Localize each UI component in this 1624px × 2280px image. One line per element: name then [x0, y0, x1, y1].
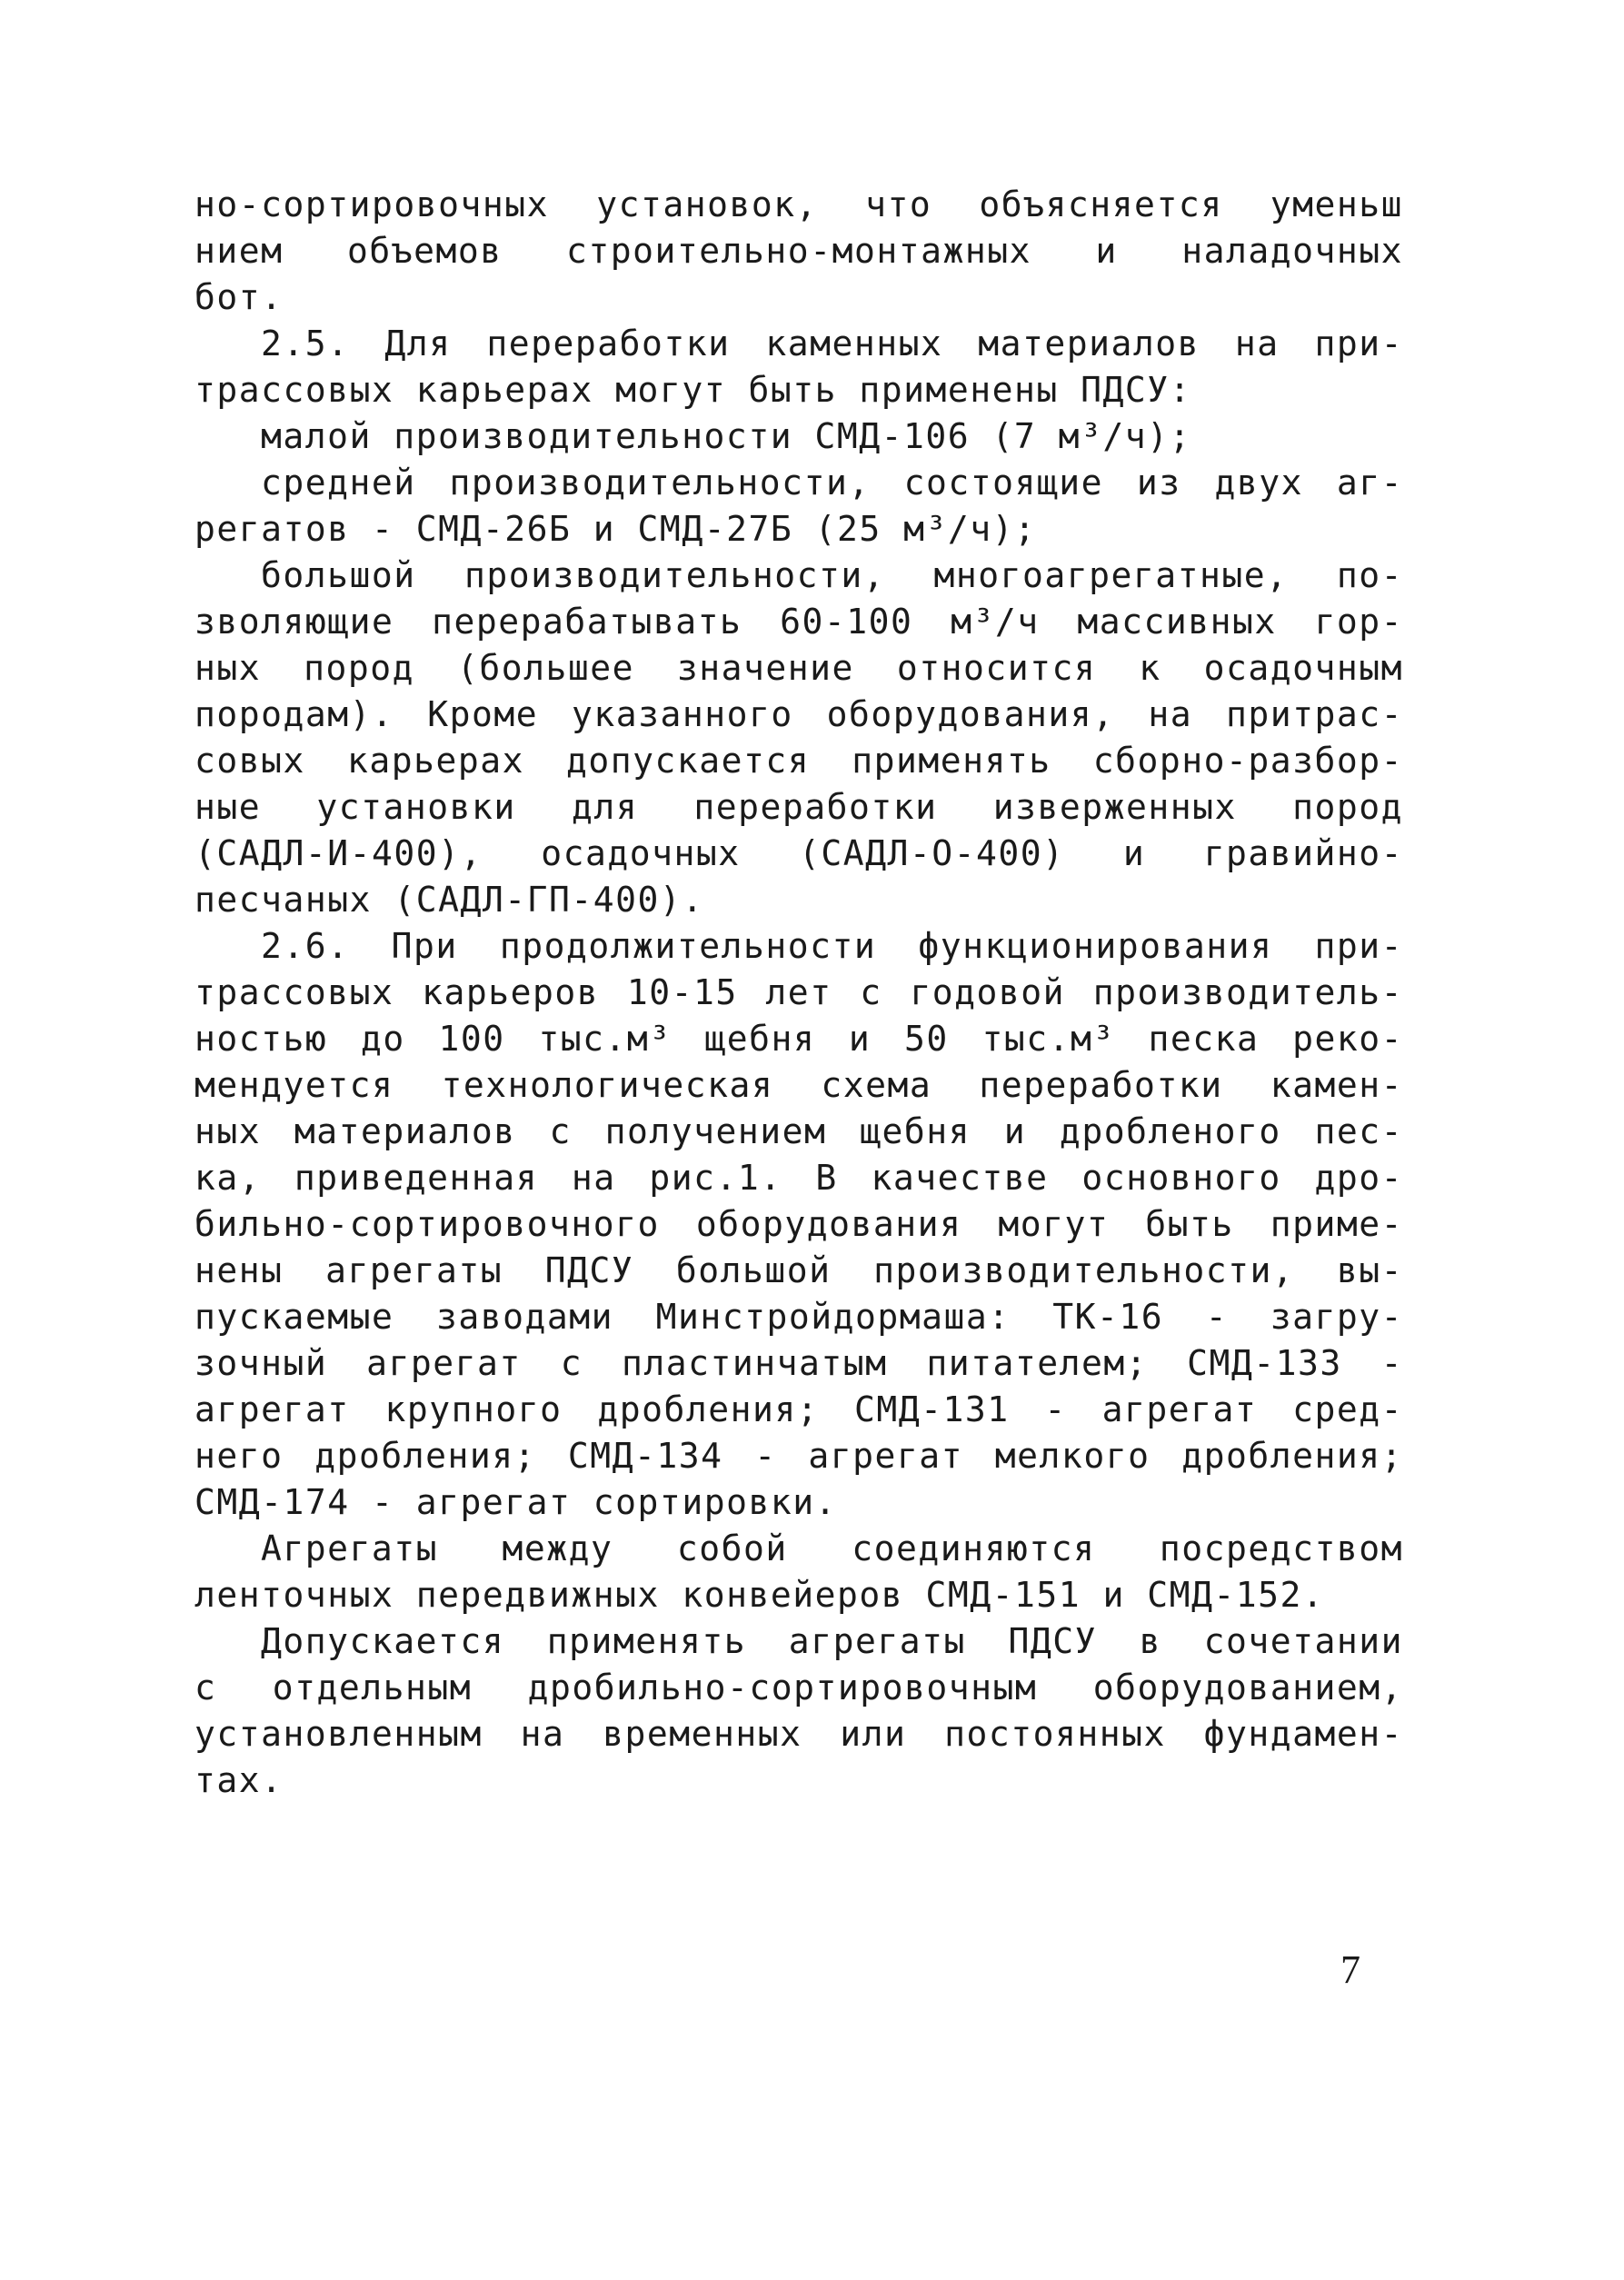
text-line: зволяющие перерабатывать 60-100 м³/ч массивных гор- [194, 602, 1403, 642]
text-line: (САДЛ-И-400), осадочных (САДЛ-О-400) и гравийно- [194, 833, 1403, 873]
text-line: совых карьерах допускается применять сборно-разбор- [194, 741, 1403, 781]
text-line: трассовых карьеров 10-15 лет с годовой производитель- [194, 972, 1403, 1012]
text-line: агрегат крупного дробления; СМД-131 - агрегат сред- [194, 1389, 1403, 1429]
page-number: 7 [1340, 1947, 1360, 1992]
text-line: малой производительности СМД-106 (7 м³/ч); [261, 416, 1191, 456]
text-line: большой производительности, многоагрегатные, по- [261, 555, 1403, 595]
text-line: СМД-174 - агрегат сортировки. [194, 1482, 837, 1522]
text-line: него дробления; СМД-134 - агрегат мелкого дробления; [194, 1436, 1403, 1476]
text-line: ленточных передвижных конвейеров СМД-151 и СМД-152. [194, 1575, 1325, 1615]
body-text [194, 182, 1403, 1804]
text-line: пускаемые заводами Минстройдормаша: ТК-16 - загру- [194, 1297, 1403, 1337]
text-line: ностью до 100 тыс.м³ щебня и 50 тыс.м³ песка реко- [194, 1019, 1403, 1059]
text-line: средней производительности, состоящие из двух аг- [261, 463, 1403, 503]
text-line: 2.6. При продолжительности функционирования при- [261, 926, 1403, 966]
text-line: нены агрегаты ПДСУ большой производительности, вы- [194, 1250, 1403, 1290]
text-line: ка, приведенная на рис.1. В качестве основного дро- [194, 1158, 1403, 1198]
text-line: с отдельным дробильно-сортировочным оборудованием, [194, 1668, 1403, 1708]
text-line: 2.5. Для переработки каменных материалов на при- [261, 324, 1403, 363]
text-line: зочный агрегат с пластинчатым питателем; СМД-133 - [194, 1343, 1403, 1383]
text-line: тах. [194, 1760, 284, 1800]
text-line: Агрегаты между собой соединяются посредством [261, 1528, 1403, 1568]
text-line: трассовых карьерах могут быть применены ПДСУ: [194, 370, 1192, 410]
text-line: бильно-сортировочного оборудования могут быть приме- [194, 1204, 1403, 1244]
text-line: породам). Кроме указанного оборудования, на притрас- [194, 694, 1403, 734]
text-line: регатов - СМД-26Б и СМД-27Б (25 м³/ч); [194, 509, 1037, 549]
text-line: установленным на временных или постоянных фундамен- [194, 1714, 1403, 1754]
text-line: ные установки для переработки изверженных пород [194, 787, 1403, 827]
text-line: но-сортировочных установок, что объясняется уменьш [194, 184, 1403, 224]
text-line: нием объемов строительно-монтажных и наладочных [194, 231, 1403, 271]
text-line: ных пород (большее значение относится к осадочным [194, 648, 1403, 688]
text-line: Допускается применять агрегаты ПДСУ в сочетании [261, 1621, 1403, 1661]
text-line: ных материалов с получением щебня и дробленого пес- [194, 1111, 1403, 1151]
text-line: бот. [194, 277, 284, 317]
text-line: мендуется технологическая схема переработки камен- [194, 1065, 1403, 1105]
text-line: песчаных (САДЛ-ГП-400). [194, 880, 704, 920]
